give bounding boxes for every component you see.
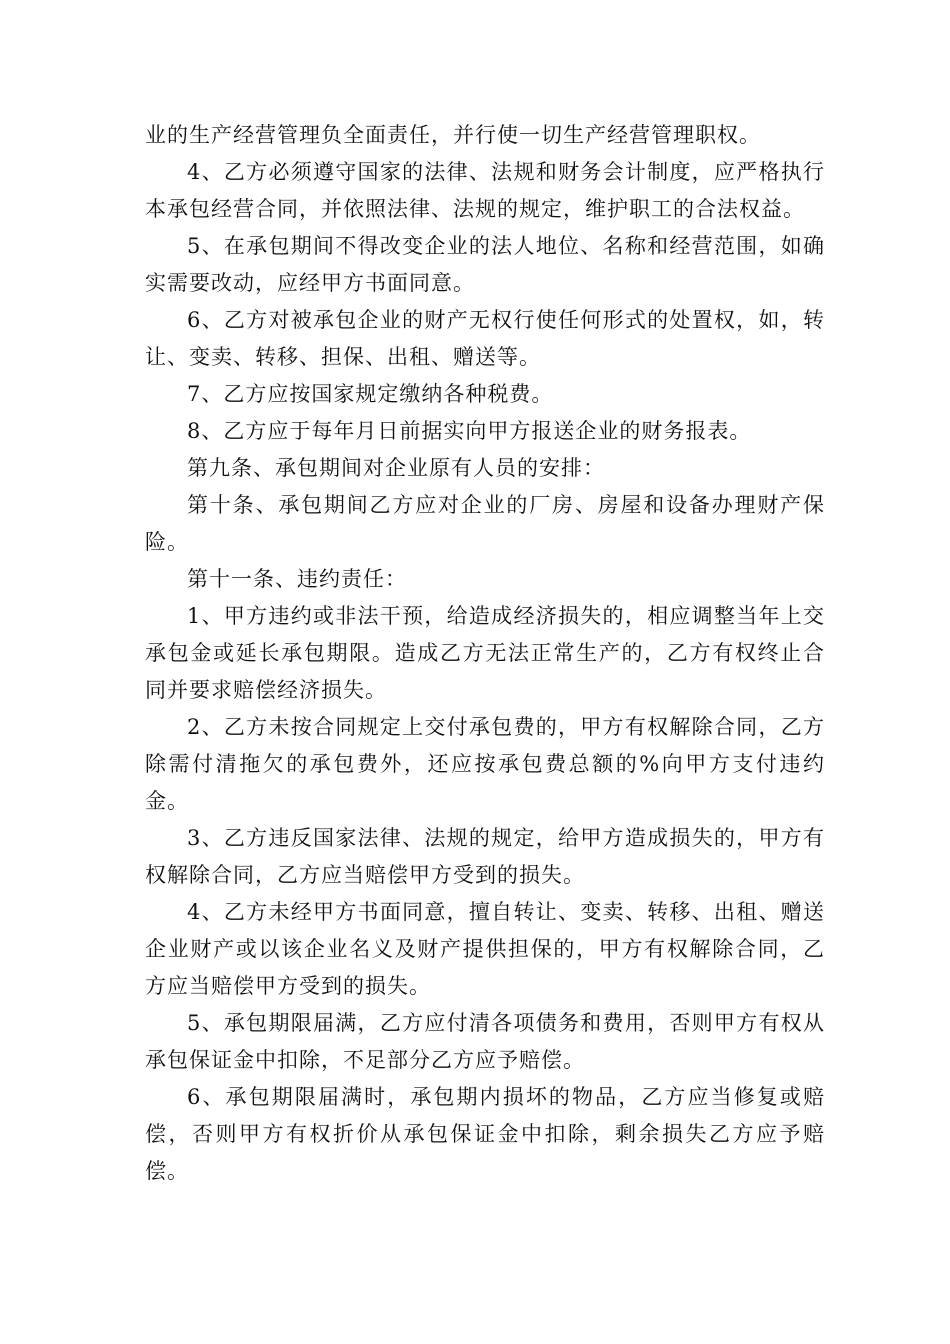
paragraph-item-7: 7、乙方应按国家规定缴纳各种税费。 xyxy=(187,382,554,406)
paragraph-item-4: 4、乙方必须遵守国家的法律、法规和财务会计制度，应严格执行本承包经营合同，并依照法律、法规的规定，维护职工的合法权益。 xyxy=(145,160,825,221)
liability-item-3: 3、乙方违反国家法律、法规的规定，给甲方造成损失的，甲方有权解除合同，乙方应当赔偿甲方受到的损失。 xyxy=(145,826,825,887)
liability-item-6: 6、承包期限届满时，承包期内损坏的物品，乙方应当修复或赔偿，否则甲方有权折价从承包保证金中扣除，剩余损失乙方应予赔偿。 xyxy=(145,1085,825,1183)
paragraph-item-5: 5、在承包期间不得改变企业的法人地位、名称和经营范围，如确实需要改动，应经甲方书面同意。 xyxy=(145,234,825,295)
article-10-text: 第十条、承包期间乙方应对企业的厂房、房屋和设备办理财产保险。 xyxy=(145,493,825,554)
liability-item-5: 5、承包期限届满，乙方应付清各项债务和费用，否则甲方有权从承包保证金中扣除，不足部分乙方应予赔偿。 xyxy=(145,1011,825,1072)
article-9-heading: 第九条、承包期间对企业原有人员的安排： xyxy=(187,456,605,480)
liability-item-4: 4、乙方未经甲方书面同意，擅自转让、变卖、转移、出租、赠送企业财产或以该企业名义及财产提供担保的，甲方有权解除合同，乙方应当赔偿甲方受到的损失。 xyxy=(145,900,825,998)
liability-item-1: 1、甲方违约或非法干预，给造成经济损失的，相应调整当年上交承包金或延长承包期限。造成乙方无法正常生产的，乙方有权终止合同并要求赔偿经济损失。 xyxy=(145,604,825,702)
paragraph-item-8: 8、乙方应于每年月日前据实向甲方报送企业的财务报表。 xyxy=(187,419,752,443)
paragraph-continuation: 业的生产经营管理负全面责任，并行使一切生产经营管理职权。 xyxy=(145,123,761,147)
liability-item-2: 2、乙方未按合同规定上交付承包费的，甲方有权解除合同，乙方除需付清拖欠的承包费外，还应按承包费总额的%向甲方支付违约金。 xyxy=(145,715,825,813)
article-11-heading: 第十一条、违约责任： xyxy=(187,567,407,591)
document-page xyxy=(145,117,825,1190)
paragraph-item-6: 6、乙方对被承包企业的财产无权行使任何形式的处置权，如，转让、变卖、转移、担保、出租、赠送等。 xyxy=(145,308,825,369)
